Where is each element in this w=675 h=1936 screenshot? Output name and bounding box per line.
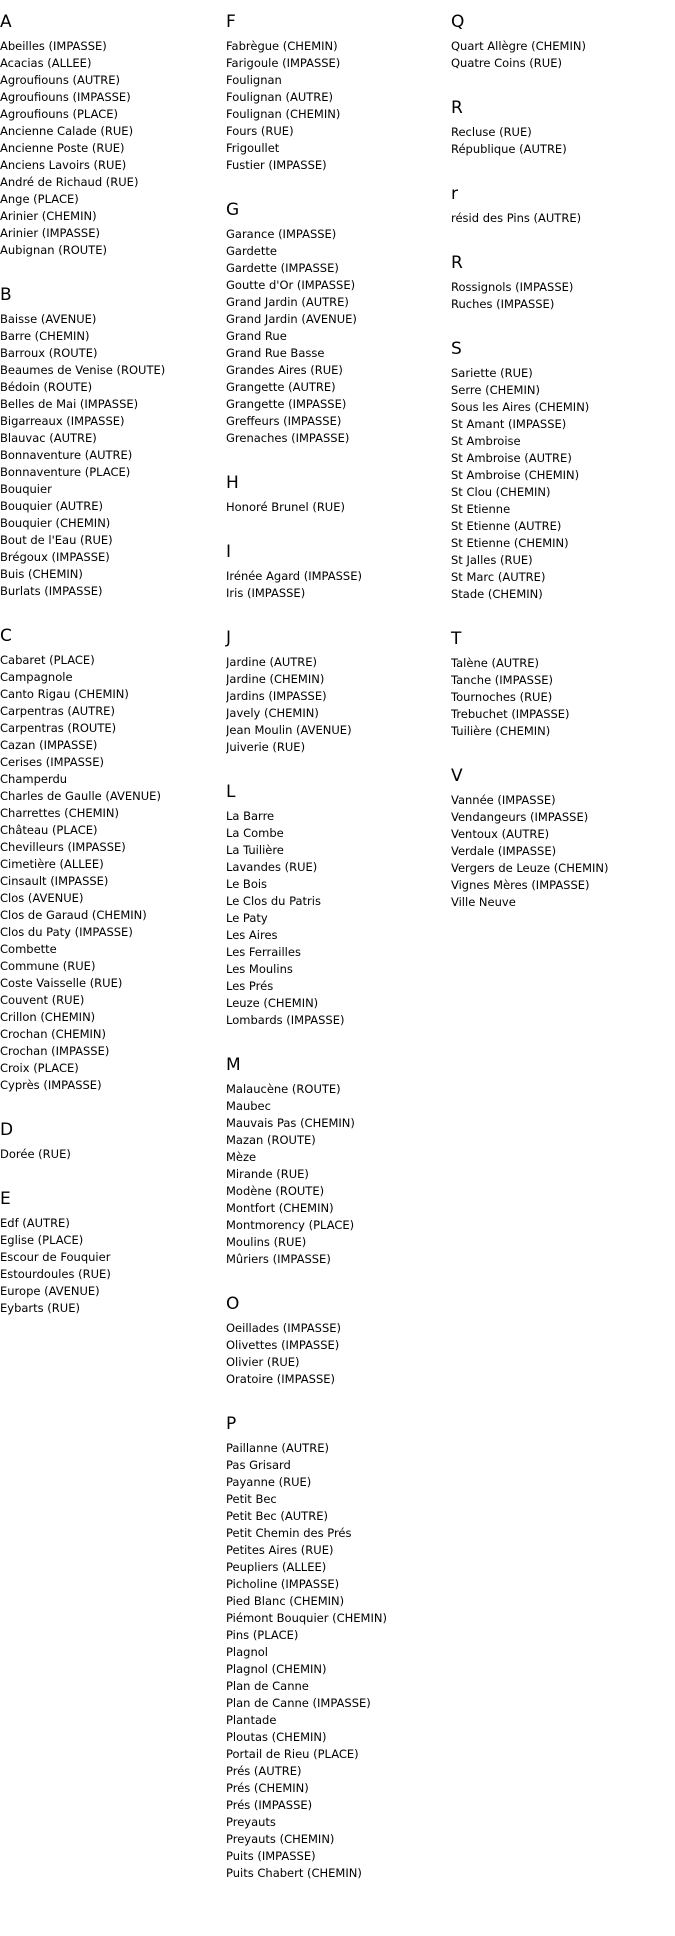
street-name: Paillanne (AUTRE) <box>226 1441 329 1455</box>
street-name: Ancienne Poste (RUE) <box>0 141 125 155</box>
street-name: Iris (IMPASSE) <box>226 586 306 600</box>
street-name: Clos de Garaud (CHEMIN) <box>0 908 147 922</box>
street-name: Bédoin (ROUTE) <box>0 380 93 394</box>
street-name: Grand Jardin (AVENUE) <box>226 312 357 326</box>
street-name: Sariette (RUE) <box>451 366 533 380</box>
street-name: Serre (CHEMIN) <box>451 383 540 397</box>
street-name: Grand Jardin (AUTRE) <box>226 295 349 309</box>
letter-section <box>226 194 446 447</box>
street-name: Plan de Canne (IMPASSE) <box>226 1696 371 1710</box>
letter-section <box>226 6 446 174</box>
street-name: André de Richaud (RUE) <box>0 175 139 189</box>
letter-heading: r <box>451 184 458 204</box>
letter-section <box>0 1114 220 1163</box>
street-name: Plagnol <box>226 1645 268 1659</box>
letter-heading: H <box>226 473 239 493</box>
street-list <box>226 499 446 516</box>
street-name: Prés (IMPASSE) <box>226 1798 313 1812</box>
street-name: Anciens Lavoirs (RUE) <box>0 158 127 172</box>
street-name: Oeillades (IMPASSE) <box>226 1321 341 1335</box>
letter-heading: R <box>451 253 463 273</box>
street-name: Jean Moulin (AVENUE) <box>226 723 352 737</box>
street-name: République (AUTRE) <box>451 142 567 156</box>
street-name: Le Paty <box>226 911 268 925</box>
street-name: St Jalles (RUE) <box>451 553 533 567</box>
street-name: Carpentras (AUTRE) <box>0 704 115 718</box>
street-name: Pas Grisard <box>226 1458 291 1472</box>
letter-section <box>226 1288 446 1388</box>
street-name: Frigoullet <box>226 141 280 155</box>
street-name: Beaumes de Venise (ROUTE) <box>0 363 166 377</box>
letter-section <box>451 247 675 313</box>
street-name: Gardette <box>226 244 277 258</box>
street-name: Le Clos du Patris <box>226 894 321 908</box>
letter-heading: S <box>451 339 462 359</box>
street-name: Mazan (ROUTE) <box>226 1133 316 1147</box>
letter-heading: G <box>226 200 240 220</box>
street-name: Peupliers (ALLEE) <box>226 1560 327 1574</box>
street-name: Olivettes (IMPASSE) <box>226 1338 340 1352</box>
letter-section <box>226 1049 446 1268</box>
street-name: Plantade <box>226 1713 277 1727</box>
street-list <box>0 1146 220 1163</box>
street-name: Canto Rigau (CHEMIN) <box>0 687 129 701</box>
street-name: Barroux (ROUTE) <box>0 346 98 360</box>
street-name: Vannée (IMPASSE) <box>451 793 556 807</box>
street-name: Lavandes (RUE) <box>226 860 318 874</box>
street-name: Cerises (IMPASSE) <box>0 755 104 769</box>
street-name: Quatre Coins (RUE) <box>451 56 562 70</box>
street-name: Garance (IMPASSE) <box>226 227 337 241</box>
street-name: Olivier (RUE) <box>226 1355 300 1369</box>
street-column-1 <box>0 6 220 1317</box>
letter-section <box>451 623 675 740</box>
street-name: Fours (RUE) <box>226 124 294 138</box>
letter-heading: C <box>0 626 12 646</box>
street-name: Ruches (IMPASSE) <box>451 297 555 311</box>
letter-heading: O <box>226 1294 240 1314</box>
street-name: Escour de Fouquier <box>0 1250 111 1264</box>
street-name: Clos du Paty (IMPASSE) <box>0 925 133 939</box>
street-name: Crillon (CHEMIN) <box>0 1010 96 1024</box>
street-name: Agroufiouns (PLACE) <box>0 107 119 121</box>
street-name: Bouquier <box>0 482 52 496</box>
street-name: Acacias (ALLEE) <box>0 56 92 70</box>
street-name: Champerdu <box>0 772 68 786</box>
street-name: Recluse (RUE) <box>451 125 532 139</box>
street-name: Cimetière (ALLEE) <box>0 857 104 871</box>
street-name: Crochan (CHEMIN) <box>0 1027 106 1041</box>
letter-heading: J <box>226 628 232 648</box>
street-name: Commune (RUE) <box>0 959 96 973</box>
letter-heading: F <box>226 12 236 32</box>
street-name: Juiverie (RUE) <box>226 740 306 754</box>
street-name: La Tuilière <box>226 843 284 857</box>
street-name: Crochan (IMPASSE) <box>0 1044 110 1058</box>
street-name: Jardine (CHEMIN) <box>226 672 325 686</box>
street-name: Cabaret (PLACE) <box>0 653 95 667</box>
street-name: Dorée (RUE) <box>0 1147 71 1161</box>
street-name: Les Ferrailles <box>226 945 301 959</box>
street-name: Bout de l'Eau (RUE) <box>0 533 113 547</box>
street-name: Pied Blanc (CHEMIN) <box>226 1594 345 1608</box>
street-name: Les Prés <box>226 979 274 993</box>
street-name: Gardette (IMPASSE) <box>226 261 339 275</box>
street-name: Vignes Mères (IMPASSE) <box>451 878 590 892</box>
street-name: Ange (PLACE) <box>0 192 79 206</box>
street-name: Agroufiouns (AUTRE) <box>0 73 121 87</box>
street-name: Aubignan (ROUTE) <box>0 243 107 257</box>
letter-heading: M <box>226 1055 241 1075</box>
street-name: Arinier (IMPASSE) <box>0 226 100 240</box>
letter-section <box>451 760 675 911</box>
street-list <box>451 210 675 227</box>
letter-heading: D <box>0 1120 14 1140</box>
street-name: Montmorency (PLACE) <box>226 1218 355 1232</box>
street-name: Petites Aires (RUE) <box>226 1543 334 1557</box>
street-name: Grand Rue <box>226 329 287 343</box>
street-name: résid des Pins (AUTRE) <box>451 211 582 225</box>
street-name: Prés (CHEMIN) <box>226 1781 309 1795</box>
letter-heading: Q <box>451 12 465 32</box>
street-name: Tanche (IMPASSE) <box>451 673 554 687</box>
street-name: Verdale (IMPASSE) <box>451 844 557 858</box>
street-name: Plagnol (CHEMIN) <box>226 1662 327 1676</box>
street-name: Grangette (AUTRE) <box>226 380 336 394</box>
street-name: Jardine (AUTRE) <box>226 655 318 669</box>
street-name: Agroufiouns (IMPASSE) <box>0 90 131 104</box>
street-name: Leuze (CHEMIN) <box>226 996 319 1010</box>
street-name: Foulignan (AUTRE) <box>226 90 334 104</box>
street-name: La Combe <box>226 826 284 840</box>
letter-heading: R <box>451 98 463 118</box>
letter-heading: L <box>226 782 236 802</box>
street-name: Stade (CHEMIN) <box>451 587 543 601</box>
street-name: Clos (AVENUE) <box>0 891 84 905</box>
street-name: St Ambroise (AUTRE) <box>451 451 572 465</box>
letter-section <box>451 6 675 72</box>
letter-section <box>226 536 446 602</box>
street-name: St Etienne <box>451 502 511 516</box>
street-list <box>0 311 220 600</box>
street-name: Chevilleurs (IMPASSE) <box>0 840 126 854</box>
street-name: Croix (PLACE) <box>0 1061 79 1075</box>
street-name: Grangette (IMPASSE) <box>226 397 347 411</box>
street-name: Pins (PLACE) <box>226 1628 299 1642</box>
letter-heading: P <box>226 1414 237 1434</box>
letter-section <box>451 92 675 158</box>
street-list <box>226 1320 446 1388</box>
letter-section <box>226 776 446 1029</box>
street-name: Barre (CHEMIN) <box>0 329 90 343</box>
street-name: Vendangeurs (IMPASSE) <box>451 810 589 824</box>
letter-heading: B <box>0 285 12 305</box>
letter-section <box>226 622 446 756</box>
street-name: Petit Chemin des Prés <box>226 1526 352 1540</box>
street-name: Plan de Canne <box>226 1679 309 1693</box>
street-name: Prés (AUTRE) <box>226 1764 302 1778</box>
street-name: Charrettes (CHEMIN) <box>0 806 120 820</box>
street-name: Ploutas (CHEMIN) <box>226 1730 327 1744</box>
street-name: Mirande (RUE) <box>226 1167 309 1181</box>
street-name: Carpentras (ROUTE) <box>0 721 117 735</box>
street-name: Modène (ROUTE) <box>226 1184 325 1198</box>
street-list <box>0 1215 220 1317</box>
street-name: Eybarts (RUE) <box>0 1301 80 1315</box>
street-name: Sous les Aires (CHEMIN) <box>451 400 590 414</box>
street-name: Greffeurs (IMPASSE) <box>226 414 342 428</box>
street-list <box>226 1081 446 1268</box>
street-name: Baisse (AVENUE) <box>0 312 97 326</box>
street-list <box>226 654 446 756</box>
street-name: Preyauts (CHEMIN) <box>226 1832 335 1846</box>
letter-heading: I <box>226 542 232 562</box>
street-name: St Ambroise <box>451 434 521 448</box>
street-name: St Marc (AUTRE) <box>451 570 546 584</box>
street-list <box>226 38 446 174</box>
street-name: Château (PLACE) <box>0 823 98 837</box>
street-name: Honoré Brunel (RUE) <box>226 500 345 514</box>
street-name: Cazan (IMPASSE) <box>0 738 98 752</box>
street-name: Fabrègue (CHEMIN) <box>226 39 338 53</box>
street-name: Montfort (CHEMIN) <box>226 1201 334 1215</box>
street-column-3 <box>451 6 675 911</box>
street-name: Moulins (RUE) <box>226 1235 307 1249</box>
letter-section <box>226 1408 446 1882</box>
street-name: Foulignan (CHEMIN) <box>226 107 341 121</box>
street-name: Petit Bec (AUTRE) <box>226 1509 328 1523</box>
street-name: Javely (CHEMIN) <box>226 706 319 720</box>
street-name: Maubec <box>226 1099 271 1113</box>
letter-heading: A <box>0 12 12 32</box>
street-name: Bouquier (CHEMIN) <box>0 516 111 530</box>
street-list <box>226 568 446 602</box>
street-name: Oratoire (IMPASSE) <box>226 1372 335 1386</box>
street-name: Petit Bec <box>226 1492 277 1506</box>
street-name: Campagnole <box>0 670 73 684</box>
letter-heading: V <box>451 766 463 786</box>
street-name: La Barre <box>226 809 275 823</box>
street-name: Les Moulins <box>226 962 293 976</box>
street-name: Eglise (PLACE) <box>0 1233 84 1247</box>
street-name: Mèze <box>226 1150 257 1164</box>
street-list <box>0 38 220 259</box>
letter-section <box>451 333 675 603</box>
street-name: Quart Allègre (CHEMIN) <box>451 39 586 53</box>
street-name: Ancienne Calade (RUE) <box>0 124 134 138</box>
street-name: Charles de Gaulle (AVENUE) <box>0 789 161 803</box>
street-list <box>226 1440 446 1882</box>
street-name: Trebuchet (IMPASSE) <box>451 707 570 721</box>
street-name: St Ambroise (CHEMIN) <box>451 468 580 482</box>
street-name: Arinier (CHEMIN) <box>0 209 97 223</box>
street-name: Europe (AVENUE) <box>0 1284 100 1298</box>
street-name: Fustier (IMPASSE) <box>226 158 327 172</box>
street-name: Cinsault (IMPASSE) <box>0 874 109 888</box>
letter-section <box>0 620 220 1094</box>
street-list <box>0 652 220 1094</box>
street-name: Rossignols (IMPASSE) <box>451 280 574 294</box>
street-name: Grandes Aires (RUE) <box>226 363 343 377</box>
street-name: Estourdoules (RUE) <box>0 1267 111 1281</box>
street-name: Grand Rue Basse <box>226 346 325 360</box>
street-name: St Amant (IMPASSE) <box>451 417 567 431</box>
street-list <box>451 38 675 72</box>
street-name: Vergers de Leuze (CHEMIN) <box>451 861 609 875</box>
street-name: St Etienne (AUTRE) <box>451 519 562 533</box>
street-name: Mûriers (IMPASSE) <box>226 1252 331 1266</box>
street-name: Bigarreaux (IMPASSE) <box>0 414 125 428</box>
street-name: Blauvac (AUTRE) <box>0 431 97 445</box>
street-name: Abeilles (IMPASSE) <box>0 39 107 53</box>
street-name: Buis (CHEMIN) <box>0 567 83 581</box>
street-list <box>451 365 675 603</box>
street-name: Foulignan <box>226 73 282 87</box>
street-name: Farigoule (IMPASSE) <box>226 56 341 70</box>
street-name: Payanne (RUE) <box>226 1475 312 1489</box>
street-name: Piémont Bouquier (CHEMIN) <box>226 1611 387 1625</box>
street-name: Les Aires <box>226 928 278 942</box>
street-name: Ville Neuve <box>451 895 516 909</box>
street-column-2 <box>226 6 446 1882</box>
street-list <box>226 808 446 1029</box>
street-list <box>451 792 675 911</box>
street-name: Grenaches (IMPASSE) <box>226 431 350 445</box>
street-name: St Etienne (CHEMIN) <box>451 536 569 550</box>
street-name: Brégoux (IMPASSE) <box>0 550 110 564</box>
street-list <box>451 279 675 313</box>
street-name: Puits Chabert (CHEMIN) <box>226 1866 362 1880</box>
letter-section <box>451 178 675 227</box>
street-name: Couvent (RUE) <box>0 993 85 1007</box>
letter-heading: E <box>0 1189 11 1209</box>
letter-section <box>0 279 220 600</box>
street-name: Lombards (IMPASSE) <box>226 1013 345 1027</box>
street-name: Picholine (IMPASSE) <box>226 1577 340 1591</box>
letter-heading: T <box>451 629 462 649</box>
street-name: Goutte d'Or (IMPASSE) <box>226 278 356 292</box>
street-name: St Clou (CHEMIN) <box>451 485 551 499</box>
street-name: Bouquier (AUTRE) <box>0 499 103 513</box>
letter-section <box>0 6 220 259</box>
street-name: Jardins (IMPASSE) <box>226 689 327 703</box>
street-name: Portail de Rieu (PLACE) <box>226 1747 359 1761</box>
street-name: Cyprès (IMPASSE) <box>0 1078 102 1092</box>
street-name: Preyauts <box>226 1815 276 1829</box>
letter-section <box>0 1183 220 1317</box>
street-name: Ventoux (AUTRE) <box>451 827 550 841</box>
street-name: Burlats (IMPASSE) <box>0 584 103 598</box>
street-name: Bonnaventure (AUTRE) <box>0 448 133 462</box>
street-name: Belles de Mai (IMPASSE) <box>0 397 139 411</box>
street-list <box>451 124 675 158</box>
street-list <box>451 655 675 740</box>
street-name: Edf (AUTRE) <box>0 1216 70 1230</box>
street-list <box>226 226 446 447</box>
street-name: Talène (AUTRE) <box>451 656 539 670</box>
street-name: Bonnaventure (PLACE) <box>0 465 131 479</box>
street-name: Puits (IMPASSE) <box>226 1849 316 1863</box>
street-name: Tournoches (RUE) <box>451 690 553 704</box>
street-name: Tuilière (CHEMIN) <box>451 724 551 738</box>
street-name: Irénée Agard (IMPASSE) <box>226 569 362 583</box>
letter-section <box>226 467 446 516</box>
street-name: Mauvais Pas (CHEMIN) <box>226 1116 355 1130</box>
street-name: Combette <box>0 942 57 956</box>
street-name: Coste Vaisselle (RUE) <box>0 976 123 990</box>
street-name: Le Bois <box>226 877 268 891</box>
street-name: Malaucène (ROUTE) <box>226 1082 341 1096</box>
